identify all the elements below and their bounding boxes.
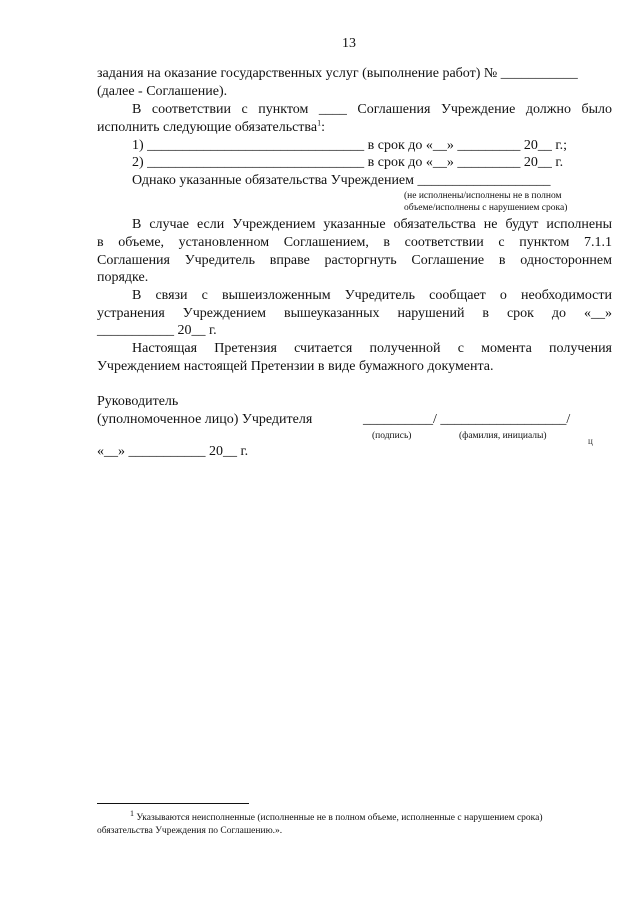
paragraph-line: Соглашения Учредитель вправе расторгнуть Соглашение в одностороннем [97, 253, 612, 268]
paragraph-line: Настоящая Претензия считается полученной с момента получения [132, 341, 612, 356]
paragraph-line: В случае если Учреждением указанные обязательства не будут исполнены [132, 217, 612, 232]
signature-label: (подпись) [372, 431, 412, 441]
signature-fields: __________/ __________________/ [363, 412, 571, 427]
footnote-ref: 1 [317, 118, 322, 128]
footnote-divider [97, 803, 249, 804]
footnote-line: обязательства Учреждения по Соглашению.». [97, 826, 283, 836]
footnote-number: 1 [130, 808, 134, 818]
date-line: «__» ___________ 20__ г. [97, 444, 249, 459]
obligations-text: исполнить следующие обязательства [97, 120, 318, 135]
paragraph-line: устранения Учреждением вышеуказанных нарушений в срок до «__» [97, 306, 612, 321]
field-hint: объеме/исполнены с нарушением срока) [404, 203, 568, 213]
paragraph-line: порядке. [97, 270, 149, 285]
paragraph-line: Учреждением настоящей Претензии в виде бумажного документа. [97, 359, 494, 374]
stray-mark: ц [588, 436, 593, 446]
paragraph-line: В соответствии с пунктом ____ Соглашения Учреждение должно было [132, 102, 612, 117]
paragraph-line: В связи с вышеизложенным Учредитель сообщает о необходимости [132, 288, 612, 303]
footnote-line [130, 808, 543, 825]
paragraph-line [97, 120, 325, 136]
obligation-item-1: 1) _______________________________ в срок до «__» _________ 20__ г.; [132, 138, 567, 153]
colon: : [321, 120, 325, 135]
paragraph-line: в объеме, установленном Соглашением, в соответствии с пунктом 7.1.1 [97, 235, 612, 250]
signatory-title: Руководитель [97, 394, 179, 409]
page-number: 13 [342, 36, 356, 51]
obligation-item-2: 2) _______________________________ в срок до «__» _________ 20__ г. [132, 155, 564, 170]
name-label: (фамилия, инициалы) [459, 431, 547, 441]
paragraph-line: задания на оказание государственных услуг (выполнение работ) № ___________ [97, 66, 578, 81]
paragraph-line: (далее - Соглашение). [97, 84, 228, 99]
field-hint: (не исполнены/исполнены не в полном [404, 191, 562, 201]
paragraph-line: ___________ 20__ г. [97, 323, 217, 338]
signatory-subtitle: (уполномоченное лицо) Учредителя [97, 412, 313, 427]
paragraph-line: Однако указанные обязательства Учреждением ___________________ [132, 173, 551, 188]
footnote-text: Указываются неисполненные (исполненные не в полном объеме, исполненные с нарушением срока) [136, 813, 543, 823]
